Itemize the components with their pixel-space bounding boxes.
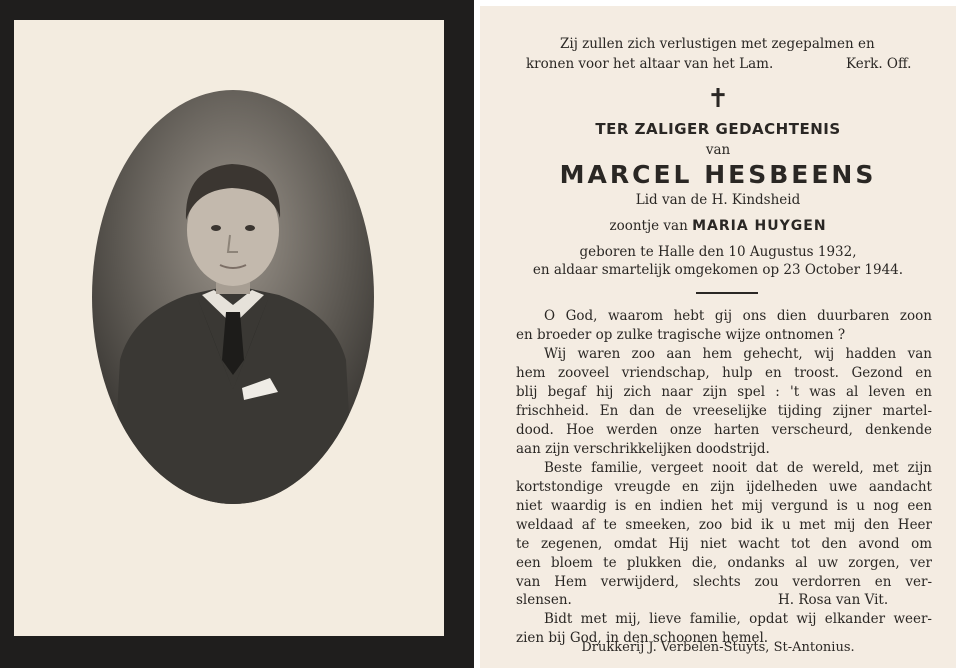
mother-name: MARIA HUYGEN [692, 218, 827, 234]
photo-card [0, 0, 474, 668]
verse-source: Kerk. Off. [846, 56, 912, 72]
body-line: Bidt met mij, lieve familie, opdat wij elkander weer- [544, 611, 932, 627]
body-line: een bloem te plukken die, ondanks al uw zorgen, ver [516, 555, 932, 571]
memorial-card [480, 6, 956, 668]
verse-line-2: kronen voor het altaar van het Lam. [526, 56, 774, 72]
body-line: frischheid. En dan de vreeselijke tijding zijner martel- [516, 403, 932, 419]
van-label: van [705, 142, 731, 158]
verse-line-1: Zij zullen zich verlustigen met zegepalmen en [560, 36, 875, 52]
deceased-name: MARCEL HESBEENS [559, 160, 877, 189]
body-line: slensen. [516, 592, 572, 608]
body-line: hem zooveel vriendschap, hulp en troost. Gezond en [516, 365, 932, 381]
body-line: te zegenen, omdat Hij niet wacht tot den avond om [516, 536, 932, 552]
separator [696, 292, 758, 294]
death-line: en aldaar smartelijk omgekomen op 23 October 1944. [532, 262, 904, 278]
body-line: aan zijn verschrikkelijken doodstrijd. [516, 441, 770, 457]
body-line: niet waardig is en indien het mij vergund is u nog een [516, 498, 932, 514]
body-line: weldaad af te smeeken, zoo bid ik u met mij den Heer [516, 517, 932, 533]
body-line: Beste familie, vergeet nooit dat de wereld, met zijn [544, 460, 932, 476]
body-line: dood. Hoe werden onze harten verscheurd, denkende [516, 422, 932, 438]
body-line: en broeder op zulke tragische wijze ontnomen ? [516, 327, 846, 343]
portrait-photo [92, 90, 374, 504]
membership: Lid van de H. Kindsheid [635, 192, 801, 208]
body-line: kortstondige vreugde en zijn ijdelheden uwe aandacht [516, 479, 932, 495]
cross-icon: ✝ [707, 84, 729, 114]
body-line: O God, waarom hebt gij ons dien duurbaren zoon [544, 308, 932, 324]
body-line: blij begaf hij zich naar zijn spel : 't was al leven en [516, 384, 932, 400]
son-of-prefix: zoontje van [609, 218, 688, 234]
printer-credit: Drukkerij J. Verbelen-Stuyts, St-Antonius. [581, 640, 855, 655]
birth-line: geboren te Halle den 10 Augustus 1932, [579, 244, 857, 260]
body-line: zien bij God, in den schoonen hemel. [516, 630, 769, 646]
body-line: van Hem verwijderd, slechts zou verdorren en ver- [516, 574, 932, 590]
photo-card-inner [14, 20, 444, 636]
quote-attribution: H. Rosa van Vit. [778, 592, 889, 608]
body-line: Wij waren zoo aan hem gehecht, wij hadden van [544, 346, 932, 362]
son-of-line [480, 218, 956, 234]
memorial-heading: TER ZALIGER GEDACHTENIS [595, 120, 841, 138]
